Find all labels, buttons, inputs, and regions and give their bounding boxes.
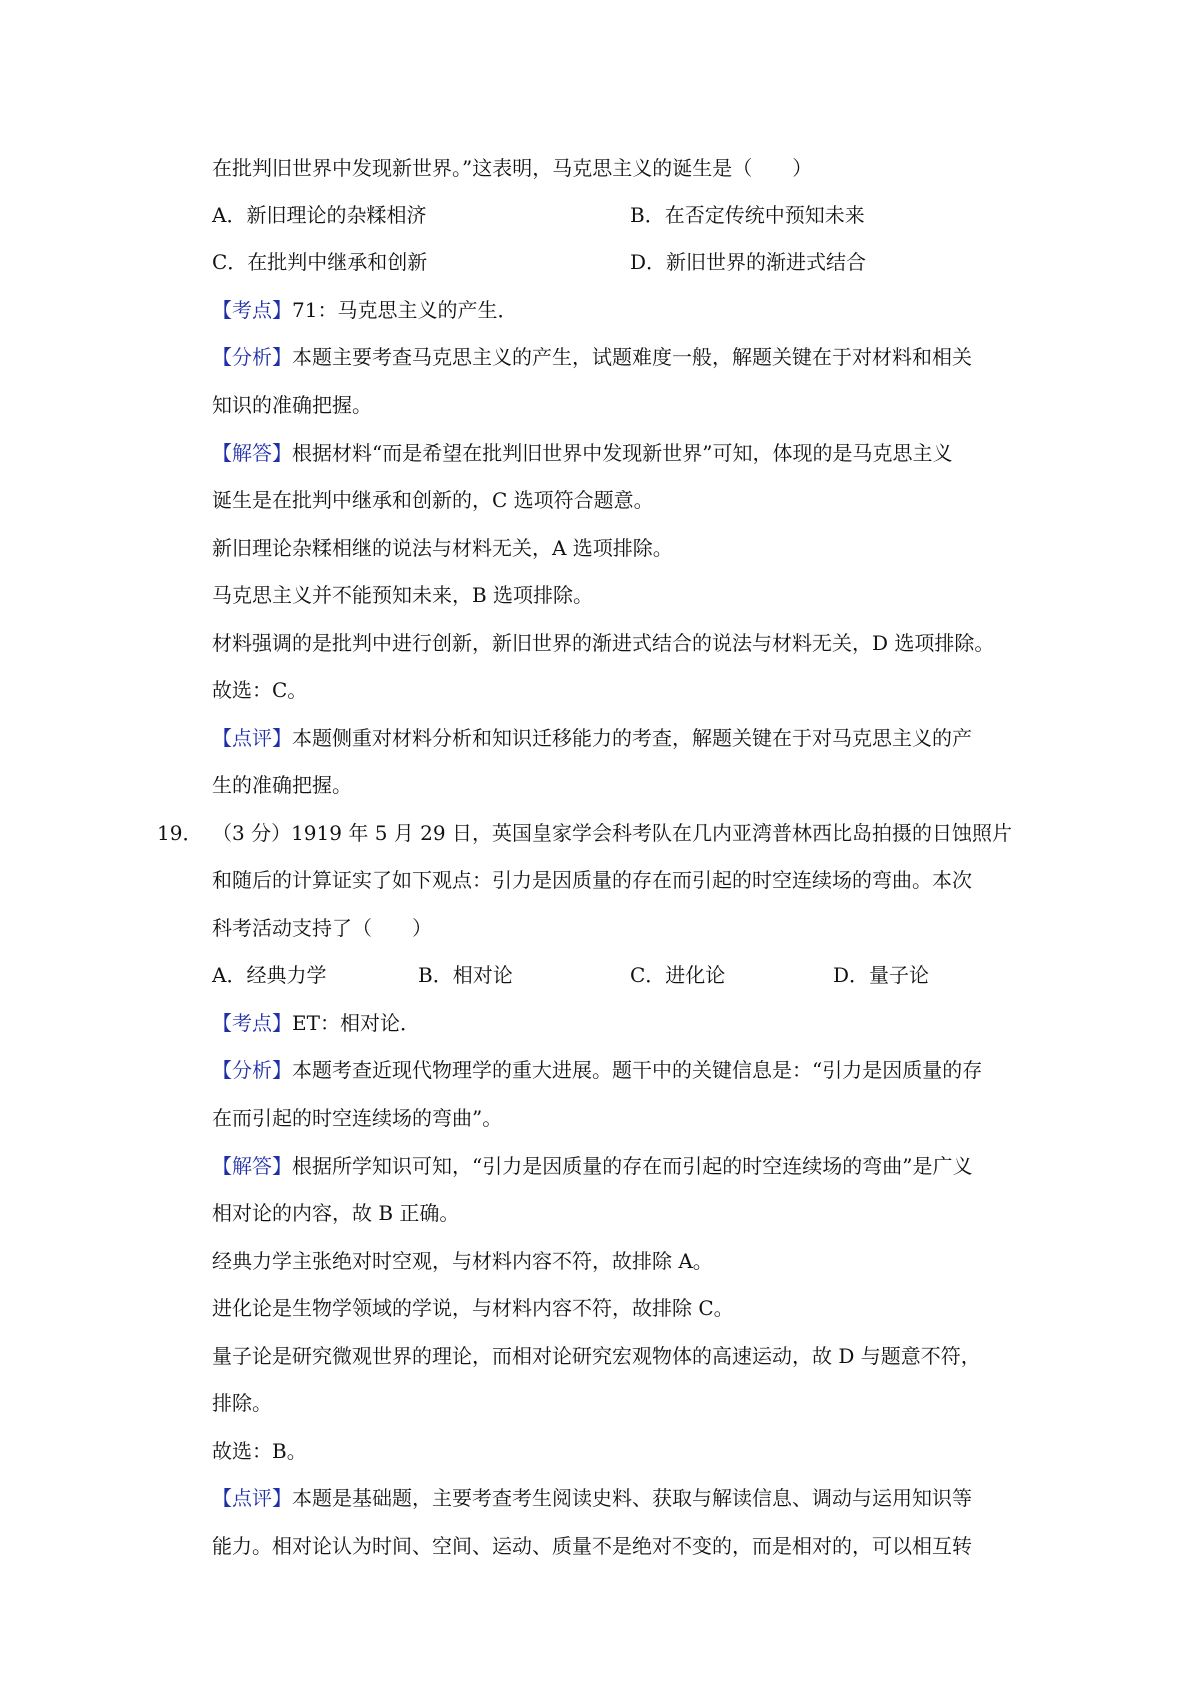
fenxi-text: 本题考查近现代物理学的重大进展。题干中的关键信息是：“引力是因质量的存 [292, 1058, 983, 1082]
jieda-tag: 【解答】 [212, 1154, 292, 1178]
q18-kaodian [212, 296, 517, 324]
q19-stem-line3: 科考活动支持了（ ） [212, 916, 432, 940]
jieda-tag: 【解答】 [212, 441, 292, 465]
q19-dianping [212, 1484, 972, 1512]
q19-jieda [212, 1152, 972, 1180]
q19-option-d: D．量子论 [833, 963, 930, 987]
q18-option-a: A．新旧理论的杂糅相济 [212, 203, 427, 227]
q19-kaodian [212, 1009, 420, 1037]
q19-jieda-line2: 相对论的内容，故 B 正确。 [212, 1201, 460, 1225]
q19-jieda-line4: 进化论是生物学领域的学说，与材料内容不符，故排除 C。 [212, 1296, 734, 1320]
dianping-tag: 【点评】 [212, 1486, 292, 1510]
q19-fenxi-line2: 在而引起的时空连续场的弯曲”。 [212, 1106, 503, 1130]
q18-jieda [212, 439, 952, 467]
jieda-text: 根据材料“而是希望在批判旧世界中发现新世界”可知，体现的是马克思主义 [292, 441, 953, 465]
dianping-tag: 【点评】 [212, 726, 292, 750]
q19-jieda-line5: 量子论是研究微观世界的理论，而相对论研究宏观物体的高速运动，故 D 与题意不符， [212, 1344, 981, 1368]
dianping-text: 本题是基础题，主要考查考生阅读史料、获取与解读信息、调动与运用知识等 [292, 1486, 972, 1510]
fenxi-tag: 【分析】 [212, 345, 292, 369]
kaodian-text: 71：马克思主义的产生． [292, 298, 518, 322]
q18-answer: 故选：C。 [212, 678, 308, 702]
q19-dianping-line2: 能力。相对论认为时间、空间、运动、质量不是绝对不变的，而是相对的，可以相互转 [212, 1534, 972, 1558]
dianping-text: 本题侧重对材料分析和知识迁移能力的考查，解题关键在于对马克思主义的产 [292, 726, 972, 750]
q18-option-c: C．在批判中继承和创新 [212, 250, 428, 274]
q19-jieda-line3: 经典力学主张绝对时空观，与材料内容不符，故排除 A。 [212, 1249, 713, 1273]
fenxi-tag: 【分析】 [212, 1058, 292, 1082]
q18-stem-tail: 在批判旧世界中发现新世界。”这表明，马克思主义的诞生是（ ） [212, 156, 813, 180]
jieda-text: 根据所学知识可知，“引力是因质量的存在而引起的时空连续场的弯曲”是广义 [292, 1154, 973, 1178]
q18-option-b: B．在否定传统中预知未来 [630, 203, 865, 227]
q19-number: 19． [157, 821, 203, 845]
q19-stem-line2: 和随后的计算证实了如下观点：引力是因质量的存在而引起的时空连续场的弯曲。本次 [212, 868, 972, 892]
q19-option-c: C．进化论 [630, 963, 726, 987]
q18-dianping-line2: 生的准确把握。 [212, 773, 352, 797]
q19-option-a: A．经典力学 [212, 963, 327, 987]
q19-fenxi [212, 1056, 982, 1084]
kaodian-text: ET：相对论． [292, 1011, 420, 1035]
q18-jieda-line5: 材料强调的是批判中进行创新，新旧世界的渐进式结合的说法与材料无关，D 选项排除。 [212, 631, 995, 655]
q18-jieda-line4: 马克思主义并不能预知未来，B 选项排除。 [212, 583, 594, 607]
kaodian-tag: 【考点】 [212, 298, 292, 322]
q19-answer: 故选：B。 [212, 1439, 307, 1463]
q18-fenxi-line2: 知识的准确把握。 [212, 393, 372, 417]
q18-dianping [212, 724, 972, 752]
q18-fenxi [212, 343, 972, 371]
q19-option-b: B．相对论 [418, 963, 513, 987]
q18-option-d: D．新旧世界的渐进式结合 [630, 250, 867, 274]
q19-jieda-line6: 排除。 [212, 1391, 272, 1415]
q19-stem-line1: （3 分）1919 年 5 月 29 日，英国皇家学会科考队在几内亚湾普林西比岛拍摄的日蚀照片 [212, 821, 1012, 845]
fenxi-text: 本题主要考查马克思主义的产生，试题难度一般，解题关键在于对材料和相关 [292, 345, 972, 369]
q18-jieda-line3: 新旧理论杂糅相继的说法与材料无关，A 选项排除。 [212, 536, 673, 560]
q18-jieda-line2: 诞生是在批判中继承和创新的，C 选项符合题意。 [212, 488, 654, 512]
kaodian-tag: 【考点】 [212, 1011, 292, 1035]
